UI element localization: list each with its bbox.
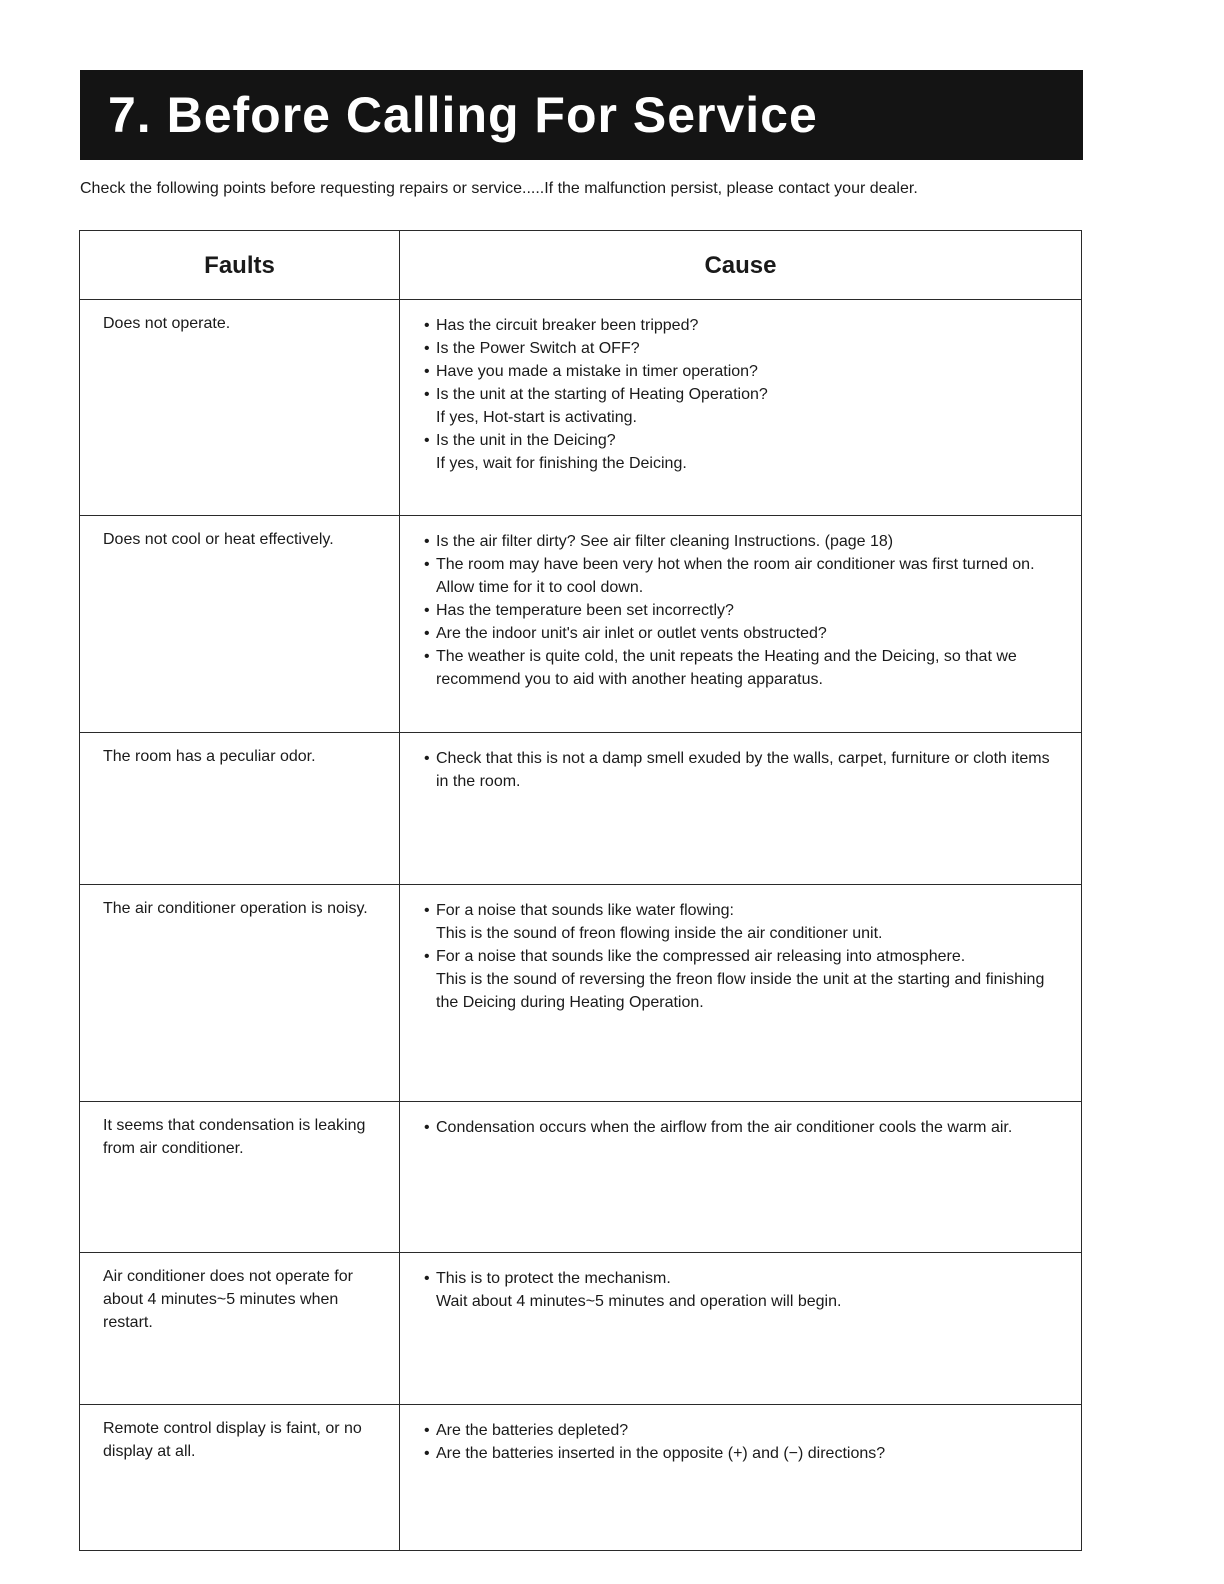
cause-item: • The room may have been very hot when the room air conditioner was first turned on. Allow time for it to cool down. <box>424 553 1061 599</box>
cause-list <box>424 530 1061 691</box>
table-row <box>80 1102 1082 1253</box>
cause-item: • Has the temperature been set incorrectly? <box>424 599 1061 622</box>
cause-note: If yes, Hot-start is activating. <box>436 409 637 426</box>
cause-item: • For a noise that sounds like the compressed air releasing into atmosphere. This is the sound of reversing the freon flow inside the unit at the starting and finishing the Deicing during Heating Operation. <box>424 945 1061 1014</box>
intro-text: Check the following points before requesting repairs or service.....If the malfunction persist, please contact your dealer. <box>80 180 918 197</box>
cause-list <box>424 1267 1061 1313</box>
table-row <box>80 1253 1082 1405</box>
cause-cell <box>400 516 1082 733</box>
cause-item: • For a noise that sounds like water flowing: This is the sound of freon flowing inside the air conditioner unit. <box>424 899 1061 945</box>
table-row <box>80 885 1082 1102</box>
fault-cell: The air conditioner operation is noisy. <box>80 885 400 1102</box>
cause-item: • This is to protect the mechanism. Wait about 4 minutes~5 minutes and operation will begin. <box>424 1267 1061 1313</box>
cause-item: • Has the circuit breaker been tripped? <box>424 314 1061 337</box>
cause-header: Cause <box>400 231 1082 300</box>
cause-item: • Have you made a mistake in timer operation? <box>424 360 1061 383</box>
cause-item: • Is the air filter dirty? See air filter cleaning Instructions. (page 18) <box>424 530 1061 553</box>
table-row <box>80 733 1082 885</box>
cause-cell <box>400 885 1082 1102</box>
cause-list <box>424 1419 1061 1465</box>
section-title-bar <box>80 70 1083 160</box>
table-row <box>80 1405 1082 1551</box>
cause-note: Wait about 4 minutes~5 minutes and operation will begin. <box>436 1293 842 1310</box>
cause-note: This is the sound of reversing the freon flow inside the unit at the starting and finishing the Deicing during Heating Operation. <box>436 971 1045 1011</box>
cause-item: • Are the batteries inserted in the opposite (+) and (−) directions? <box>424 1442 1061 1465</box>
cause-note: If yes, wait for finishing the Deicing. <box>436 455 687 472</box>
fault-cell: Does not cool or heat effectively. <box>80 516 400 733</box>
cause-item: • Check that this is not a damp smell exuded by the walls, carpet, furniture or cloth items in the room. <box>424 747 1061 793</box>
table-row <box>80 516 1082 733</box>
table-header-row <box>80 231 1082 300</box>
cause-list <box>424 747 1061 793</box>
cause-cell <box>400 1102 1082 1253</box>
cause-item: • Is the unit in the Deicing? If yes, wait for finishing the Deicing. <box>424 429 1061 475</box>
cause-note: This is the sound of freon flowing inside the air conditioner unit. <box>436 925 883 942</box>
cause-cell <box>400 1253 1082 1405</box>
faults-header: Faults <box>80 231 400 300</box>
cause-list <box>424 314 1061 475</box>
cause-item: • Condensation occurs when the airflow from the air conditioner cools the warm air. <box>424 1116 1061 1139</box>
cause-cell <box>400 733 1082 885</box>
cause-item: • Are the batteries depleted? <box>424 1419 1061 1442</box>
cause-cell <box>400 1405 1082 1551</box>
cause-list <box>424 1116 1061 1139</box>
fault-cell: It seems that condensation is leaking from air conditioner. <box>80 1102 400 1253</box>
cause-item: • Is the Power Switch at OFF? <box>424 337 1061 360</box>
fault-cell: Does not operate. <box>80 300 400 516</box>
troubleshooting-table <box>79 230 1082 1551</box>
fault-cell: Remote control display is faint, or no display at all. <box>80 1405 400 1551</box>
cause-item: • Is the unit at the starting of Heating Operation? If yes, Hot-start is activating. <box>424 383 1061 429</box>
table-row <box>80 300 1082 516</box>
cause-list <box>424 899 1061 1014</box>
cause-item: • Are the indoor unit's air inlet or outlet vents obstructed? <box>424 622 1061 645</box>
page-title: 7. Before Calling For Service <box>108 87 818 143</box>
cause-cell <box>400 300 1082 516</box>
fault-cell: The room has a peculiar odor. <box>80 733 400 885</box>
cause-item: • The weather is quite cold, the unit repeats the Heating and the Deicing, so that we recommend you to aid with another heating apparatus. <box>424 645 1061 691</box>
fault-cell: Air conditioner does not operate for about 4 minutes~5 minutes when restart. <box>80 1253 400 1405</box>
